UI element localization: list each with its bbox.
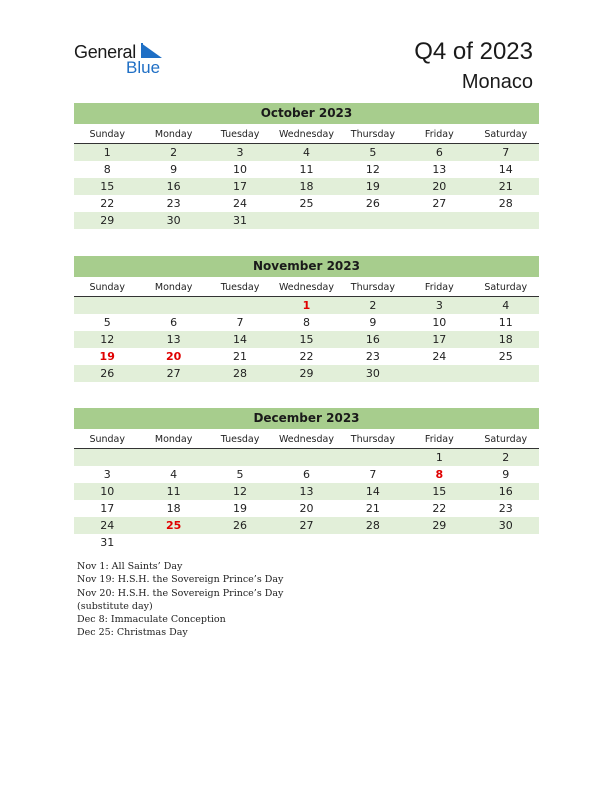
week-row xyxy=(74,466,539,483)
day-cell: 18 xyxy=(166,502,181,515)
week-row xyxy=(74,195,539,212)
day-cell: 6 xyxy=(170,316,178,329)
day-cell: 4 xyxy=(502,299,510,312)
day-cell: 9 xyxy=(369,316,377,329)
empty-day-cell xyxy=(207,297,273,314)
day-cell: 14 xyxy=(233,333,248,346)
day-cell: 29 xyxy=(299,367,314,380)
day-cell: 23 xyxy=(498,502,513,515)
logo-text-general: General xyxy=(74,42,136,62)
weekday-label: Sunday xyxy=(89,434,125,445)
day-cell: 17 xyxy=(233,180,248,193)
day-cell: 10 xyxy=(432,316,447,329)
day-cell: 3 xyxy=(435,299,443,312)
day-cell: 12 xyxy=(233,485,248,498)
day-cell: 26 xyxy=(100,367,115,380)
logo-text-blue: Blue xyxy=(126,58,161,77)
day-cell: 10 xyxy=(233,163,248,176)
day-cell: 1 xyxy=(103,146,111,159)
weekday-label: Tuesday xyxy=(220,434,260,445)
day-cell: 30 xyxy=(166,214,181,227)
month-header: November 2023 xyxy=(74,256,539,277)
empty-day-cell xyxy=(406,534,472,551)
empty-day-cell xyxy=(273,534,339,551)
empty-day-cell xyxy=(140,449,206,466)
day-cell: 22 xyxy=(299,350,314,363)
empty-day-cell xyxy=(340,212,406,229)
day-cell: 19 xyxy=(99,350,115,363)
day-cell: 27 xyxy=(166,367,181,380)
empty-day-cell xyxy=(140,534,206,551)
holiday-note: Dec 8: Immaculate Conception xyxy=(77,614,226,626)
week-row xyxy=(74,178,539,195)
day-cell: 19 xyxy=(233,502,248,515)
day-cell: 28 xyxy=(365,519,380,532)
weekday-label: Wednesday xyxy=(278,282,334,293)
weekday-label: Thursday xyxy=(350,282,395,293)
day-cell: 28 xyxy=(233,367,248,380)
empty-day-cell xyxy=(207,449,273,466)
day-cell: 8 xyxy=(103,163,111,176)
weekday-label: Monday xyxy=(154,282,193,293)
day-cell: 1 xyxy=(435,451,443,464)
week-row xyxy=(74,365,539,382)
day-cell: 18 xyxy=(299,180,314,193)
weekday-label: Saturday xyxy=(484,129,528,140)
day-cell: 20 xyxy=(299,502,314,515)
day-cell: 7 xyxy=(502,146,510,159)
weekday-label: Sunday xyxy=(89,282,125,293)
day-cell: 12 xyxy=(100,333,115,346)
day-cell: 21 xyxy=(498,180,513,193)
day-cell: 16 xyxy=(166,180,181,193)
week-row xyxy=(74,348,539,365)
day-cell: 31 xyxy=(233,214,248,227)
weekday-label: Monday xyxy=(154,129,193,140)
day-cell: 30 xyxy=(365,367,380,380)
day-cell: 6 xyxy=(302,468,310,481)
day-cell: 11 xyxy=(498,316,513,329)
day-cell: 23 xyxy=(365,350,380,363)
day-cell: 6 xyxy=(435,146,443,159)
day-cell: 17 xyxy=(100,502,115,515)
empty-day-cell xyxy=(340,534,406,551)
week-row xyxy=(74,144,539,161)
empty-day-cell xyxy=(340,449,406,466)
day-cell: 28 xyxy=(498,197,513,210)
holiday-notes xyxy=(77,560,337,640)
week-row xyxy=(74,161,539,178)
day-cell: 21 xyxy=(365,502,380,515)
weekday-header-row xyxy=(74,280,539,297)
month-header: October 2023 xyxy=(74,103,539,124)
day-cell: 16 xyxy=(365,333,380,346)
weekday-label: Tuesday xyxy=(220,282,260,293)
day-cell: 20 xyxy=(165,350,182,363)
day-cell: 14 xyxy=(365,485,380,498)
week-row xyxy=(74,483,539,500)
day-cell: 5 xyxy=(103,316,111,329)
day-cell: 25 xyxy=(165,519,182,532)
empty-day-cell xyxy=(473,365,539,382)
week-row xyxy=(74,297,539,314)
weekday-label: Friday xyxy=(424,282,454,293)
month-october xyxy=(74,103,539,229)
week-row xyxy=(74,314,539,331)
day-cell: 7 xyxy=(236,316,244,329)
day-cell: 8 xyxy=(302,316,310,329)
weekday-label: Tuesday xyxy=(220,129,260,140)
day-cell: 25 xyxy=(498,350,513,363)
flag-icon xyxy=(141,43,163,59)
empty-day-cell xyxy=(273,449,339,466)
month-december xyxy=(74,408,539,551)
empty-day-cell xyxy=(74,297,140,314)
weekday-label: Saturday xyxy=(484,434,528,445)
day-cell: 9 xyxy=(502,468,510,481)
day-cell: 22 xyxy=(432,502,447,515)
week-row xyxy=(74,449,539,466)
week-row xyxy=(74,517,539,534)
holiday-note: Dec 25: Christmas Day xyxy=(77,627,188,639)
page-title: Q4 of 2023 xyxy=(414,38,533,65)
day-cell: 16 xyxy=(498,485,513,498)
day-cell: 21 xyxy=(233,350,248,363)
day-cell: 29 xyxy=(432,519,447,532)
day-cell: 4 xyxy=(302,146,310,159)
country-name: Monaco xyxy=(461,71,533,93)
day-cell: 24 xyxy=(432,350,447,363)
day-cell: 20 xyxy=(432,180,447,193)
day-cell: 31 xyxy=(100,536,115,549)
day-cell: 5 xyxy=(369,146,377,159)
empty-day-cell xyxy=(473,212,539,229)
day-cell: 24 xyxy=(100,519,115,532)
day-cell: 24 xyxy=(233,197,248,210)
day-cell: 15 xyxy=(100,180,115,193)
weekday-label: Thursday xyxy=(350,434,395,445)
week-row xyxy=(74,534,539,551)
day-cell: 15 xyxy=(299,333,314,346)
empty-day-cell xyxy=(140,297,206,314)
logo xyxy=(74,42,174,78)
day-cell: 4 xyxy=(170,468,178,481)
day-cell: 11 xyxy=(166,485,181,498)
day-cell: 19 xyxy=(365,180,380,193)
day-cell: 27 xyxy=(299,519,314,532)
week-row xyxy=(74,331,539,348)
week-row xyxy=(74,500,539,517)
day-cell: 8 xyxy=(435,468,444,481)
day-cell: 10 xyxy=(100,485,115,498)
day-cell: 9 xyxy=(170,163,178,176)
weekday-label: Sunday xyxy=(89,129,125,140)
empty-day-cell xyxy=(273,212,339,229)
empty-day-cell xyxy=(406,365,472,382)
day-cell: 1 xyxy=(302,299,311,312)
day-cell: 13 xyxy=(432,163,447,176)
day-cell: 23 xyxy=(166,197,181,210)
weekday-label: Thursday xyxy=(350,129,395,140)
day-cell: 2 xyxy=(502,451,510,464)
day-cell: 25 xyxy=(299,197,314,210)
weekday-label: Friday xyxy=(424,129,454,140)
weekday-label: Wednesday xyxy=(278,129,334,140)
day-cell: 5 xyxy=(236,468,244,481)
empty-day-cell xyxy=(207,534,273,551)
empty-day-cell xyxy=(74,449,140,466)
holiday-note: Nov 20: H.S.H. the Sovereign Prince’s Day (substitute day) xyxy=(77,587,284,612)
day-cell: 26 xyxy=(365,197,380,210)
weekday-header-row xyxy=(74,432,539,449)
weekday-label: Wednesday xyxy=(278,434,334,445)
day-cell: 30 xyxy=(498,519,513,532)
empty-day-cell xyxy=(473,534,539,551)
weekday-label: Monday xyxy=(154,434,193,445)
week-row xyxy=(74,212,539,229)
day-cell: 29 xyxy=(100,214,115,227)
month-november xyxy=(74,256,539,382)
weekday-header-row xyxy=(74,127,539,144)
day-cell: 22 xyxy=(100,197,115,210)
day-cell: 2 xyxy=(369,299,377,312)
day-cell: 17 xyxy=(432,333,447,346)
day-cell: 2 xyxy=(170,146,178,159)
day-cell: 13 xyxy=(166,333,181,346)
day-cell: 27 xyxy=(432,197,447,210)
day-cell: 7 xyxy=(369,468,377,481)
day-cell: 13 xyxy=(299,485,314,498)
holiday-note: Nov 1: All Saints’ Day xyxy=(77,561,183,572)
day-cell: 11 xyxy=(299,163,314,176)
holiday-note: Nov 19: H.S.H. the Sovereign Prince’s Day xyxy=(77,574,284,586)
day-cell: 3 xyxy=(103,468,111,481)
month-header: December 2023 xyxy=(74,408,539,429)
day-cell: 14 xyxy=(498,163,513,176)
empty-day-cell xyxy=(406,212,472,229)
day-cell: 18 xyxy=(498,333,513,346)
day-cell: 26 xyxy=(233,519,248,532)
day-cell: 3 xyxy=(236,146,244,159)
weekday-label: Friday xyxy=(424,434,454,445)
day-cell: 12 xyxy=(365,163,380,176)
weekday-label: Saturday xyxy=(484,282,528,293)
day-cell: 15 xyxy=(432,485,447,498)
